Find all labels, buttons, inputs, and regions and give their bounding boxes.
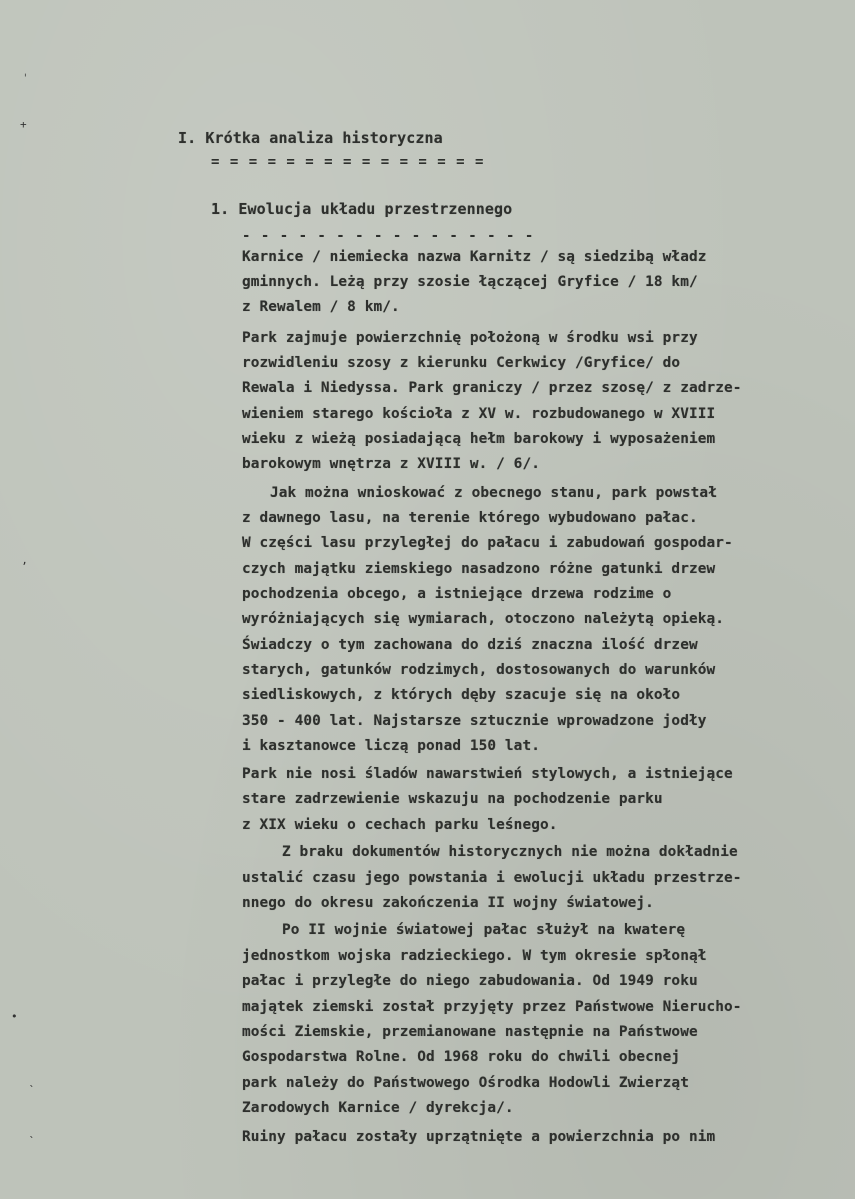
- subsection-title-underline: - - - - - - - - - - - - - - - -: [242, 228, 535, 244]
- margin-mark: ˎ: [28, 1125, 35, 1138]
- body-line: 350 - 400 lat. Najstarsze sztucznie wprowadzone jodły: [242, 713, 707, 729]
- margin-mark: ˌ: [22, 65, 29, 78]
- body-line: pochodzenia obcego, a istniejące drzewa rodzime o: [242, 586, 672, 602]
- body-line: Karnice / niemiecka nazwa Karnitz / są siedzibą władz: [242, 249, 707, 265]
- body-line: Ruiny pałacu zostały uprzątnięte a powierzchnia po nim: [242, 1129, 716, 1145]
- body-line: Zarodowych Karnice / dyrekcja/.: [242, 1100, 514, 1116]
- margin-mark: +: [20, 118, 27, 131]
- body-line: Park nie nosi śladów nawarstwień stylowych, a istniejące: [242, 766, 733, 782]
- body-line: barokowym wnętrza z XVIII w. / 6/.: [242, 456, 540, 472]
- body-line: siedliskowych, z których dęby szacuje się na około: [242, 687, 681, 703]
- body-line: mości Ziemskie, przemianowane następnie na Państwowe: [242, 1024, 698, 1040]
- body-line: i kasztanowce liczą ponad 150 lat.: [242, 738, 540, 754]
- body-line: pałac i przyległe do niego zabudowania. Od 1949 roku: [242, 973, 698, 989]
- margin-mark: ʼ: [21, 560, 28, 573]
- margin-mark: •: [11, 1010, 18, 1023]
- body-line: W części lasu przyległej do pałacu i zabudowań gospodar-: [242, 535, 733, 551]
- body-line: wieku z wieżą posiadającą hełm barokowy i wyposażeniem: [242, 431, 716, 447]
- body-line: ustalić czasu jego powstania i ewolucji układu przestrze-: [242, 870, 742, 886]
- body-line: rozwidleniu szosy z kierunku Cerkwicy /Gryfice/ do: [242, 355, 681, 371]
- body-line: z dawnego lasu, na terenie którego wybudowano pałac.: [242, 510, 698, 526]
- body-line: z Rewalem / 8 km/.: [242, 299, 400, 315]
- body-line: Z braku dokumentów historycznych nie można dokładnie: [282, 844, 738, 860]
- body-line: Po II wojnie światowej pałac służył na kwaterę: [282, 922, 686, 938]
- margin-mark: ˎ: [28, 1074, 35, 1087]
- body-line: Rewala i Niedyssa. Park graniczy / przez szosę/ z zadrze-: [242, 380, 742, 396]
- section-title-underline: = = = = = = = = = = = = = = =: [211, 154, 485, 170]
- body-line: majątek ziemski został przyjęty przez Państwowe Nierucho-: [242, 999, 742, 1015]
- body-line: wieniem starego kościoła z XV w. rozbudowanego w XVIII: [242, 406, 716, 422]
- section-title: I. Krótka analiza historyczna: [178, 129, 443, 147]
- body-line: stare zadrzewienie wskazuju na pochodzenie parku: [242, 791, 663, 807]
- body-line: czych majątku ziemskiego nasadzono różne gatunki drzew: [242, 561, 716, 577]
- body-line: Gospodarstwa Rolne. Od 1968 roku do chwili obecnej: [242, 1049, 681, 1065]
- body-line: wyróżniających się wymiarach, otoczono należytą opieką.: [242, 611, 725, 627]
- body-line: Park zajmuje powierzchnię położoną w środku wsi przy: [242, 330, 698, 346]
- body-line: park należy do Państwowego Ośrodka Hodowli Zwierząt: [242, 1075, 689, 1091]
- body-line: Świadczy o tym zachowana do dziś znaczna ilość drzew: [242, 637, 698, 653]
- body-line: jednostkom wojska radzieckiego. W tym okresie spłonął: [242, 948, 707, 964]
- body-line: gminnych. Leżą przy szosie łączącej Gryfice / 18 km/: [242, 274, 698, 290]
- body-line: starych, gatunków rodzimych, dostosowanych do warunków: [242, 662, 716, 678]
- body-line: Jak można wnioskować z obecnego stanu, park powstał: [270, 485, 717, 501]
- body-line: z XIX wieku o cechach parku leśnego.: [242, 817, 558, 833]
- body-line: nnego do okresu zakończenia II wojny światowej.: [242, 895, 654, 911]
- subsection-title: 1. Ewolucja układu przestrzennego: [211, 200, 513, 218]
